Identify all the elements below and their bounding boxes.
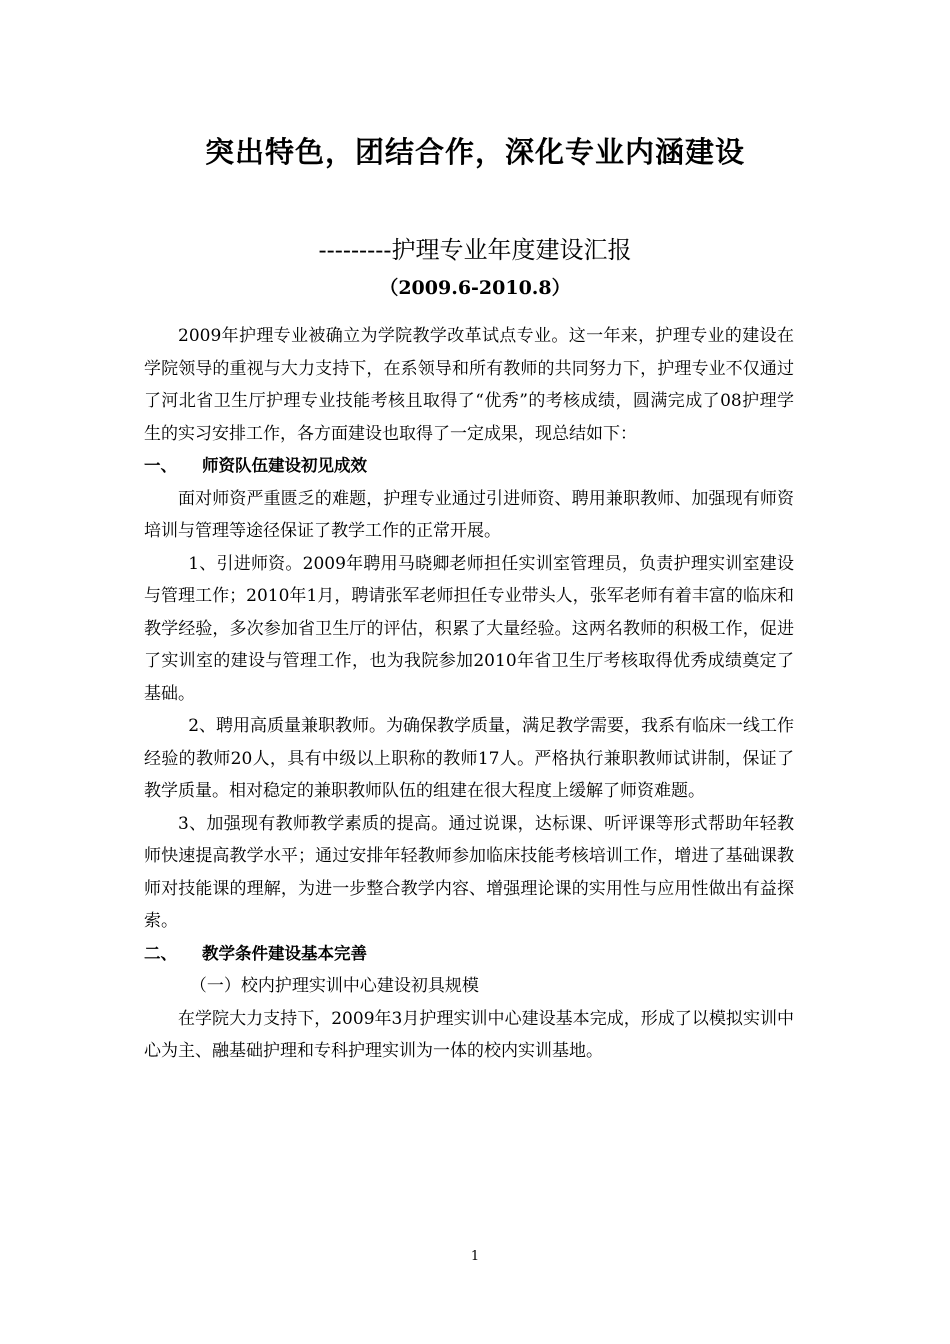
- page-number: 1: [470, 1249, 480, 1264]
- subsection-heading: （一）校内护理实训中心建设初具规模: [189, 976, 479, 996]
- section-title-2: 教学条件建设基本完善: [202, 943, 367, 963]
- document-title: 突出特色，团结合作，深化专业内涵建设: [204, 135, 745, 169]
- paragraph: 面对师资严重匮乏的难题，护理专业通过引进师资、聘用兼职教师、加强现有师资培训与管理等途径保证了教学工作的正常开展。: [144, 488, 794, 541]
- section-number-1: 一、: [144, 456, 177, 475]
- section-title-1: 师资队伍建设初见成效: [202, 456, 367, 475]
- intro-paragraph: 2009年护理专业被确立为学院教学改革试点专业。这一年来，护理专业的建设在学院领导的重视与大力支持下，在系领导和所有教师的共同努力下，护理专业不仅通过了河北省卫生厅护理专业技能考核且取得了“优秀”的考核成绩，圆满完成了08护理学生的实习安排工作，各方面建设也取得了一定成果，现总结如下：: [144, 326, 794, 444]
- date-range: （2009.6-2010.8）: [379, 277, 571, 299]
- paragraph: 1、引进师资。2009年聘用马晓卿老师担任实训室管理员，负责护理实训室建设与管理工作；2010年1月，聘请张军老师担任专业带头人，张军老师有着丰富的临床和教学经验，多次参加省卫生厅的评估，积累了大量经验。这两名教师的积极工作，促进了实训室的建设与管理工作，也为我院参加2010年省卫生厅考核取得优秀成绩奠定了基础。: [144, 553, 794, 704]
- paragraph: 3、加强现有教师教学素质的提高。通过说课，达标课、听评课等形式帮助年轻教师快速提高教学水平；通过安排年轻教师参加临床技能考核培训工作，增进了基础课教师对技能课的理解，为进一步整合教学内容、增强理论课的实用性与应用性做出有益探索。: [144, 813, 794, 931]
- paragraph: 在学院大力支持下，2009年3月护理实训中心建设基本完成，形成了以模拟实训中心为主、融基础护理和专科护理实训为一体的校内实训基地。: [144, 1008, 794, 1061]
- section-heading-1: [144, 450, 794, 483]
- section-heading-2: [144, 938, 794, 971]
- document-subtitle: ---------护理专业年度建设汇报: [318, 236, 632, 264]
- section-number-2: 二、: [144, 943, 177, 963]
- document-body: [144, 320, 794, 1068]
- paragraph: 2、聘用高质量兼职教师。为确保教学质量，满足教学需要，我系有临床一线工作经验的教师20人，具有中级以上职称的教师17人。严格执行兼职教师试讲制，保证了教学质量。相对稳定的兼职教师队伍的组建在很大程度上缓解了师资难题。: [144, 716, 795, 801]
